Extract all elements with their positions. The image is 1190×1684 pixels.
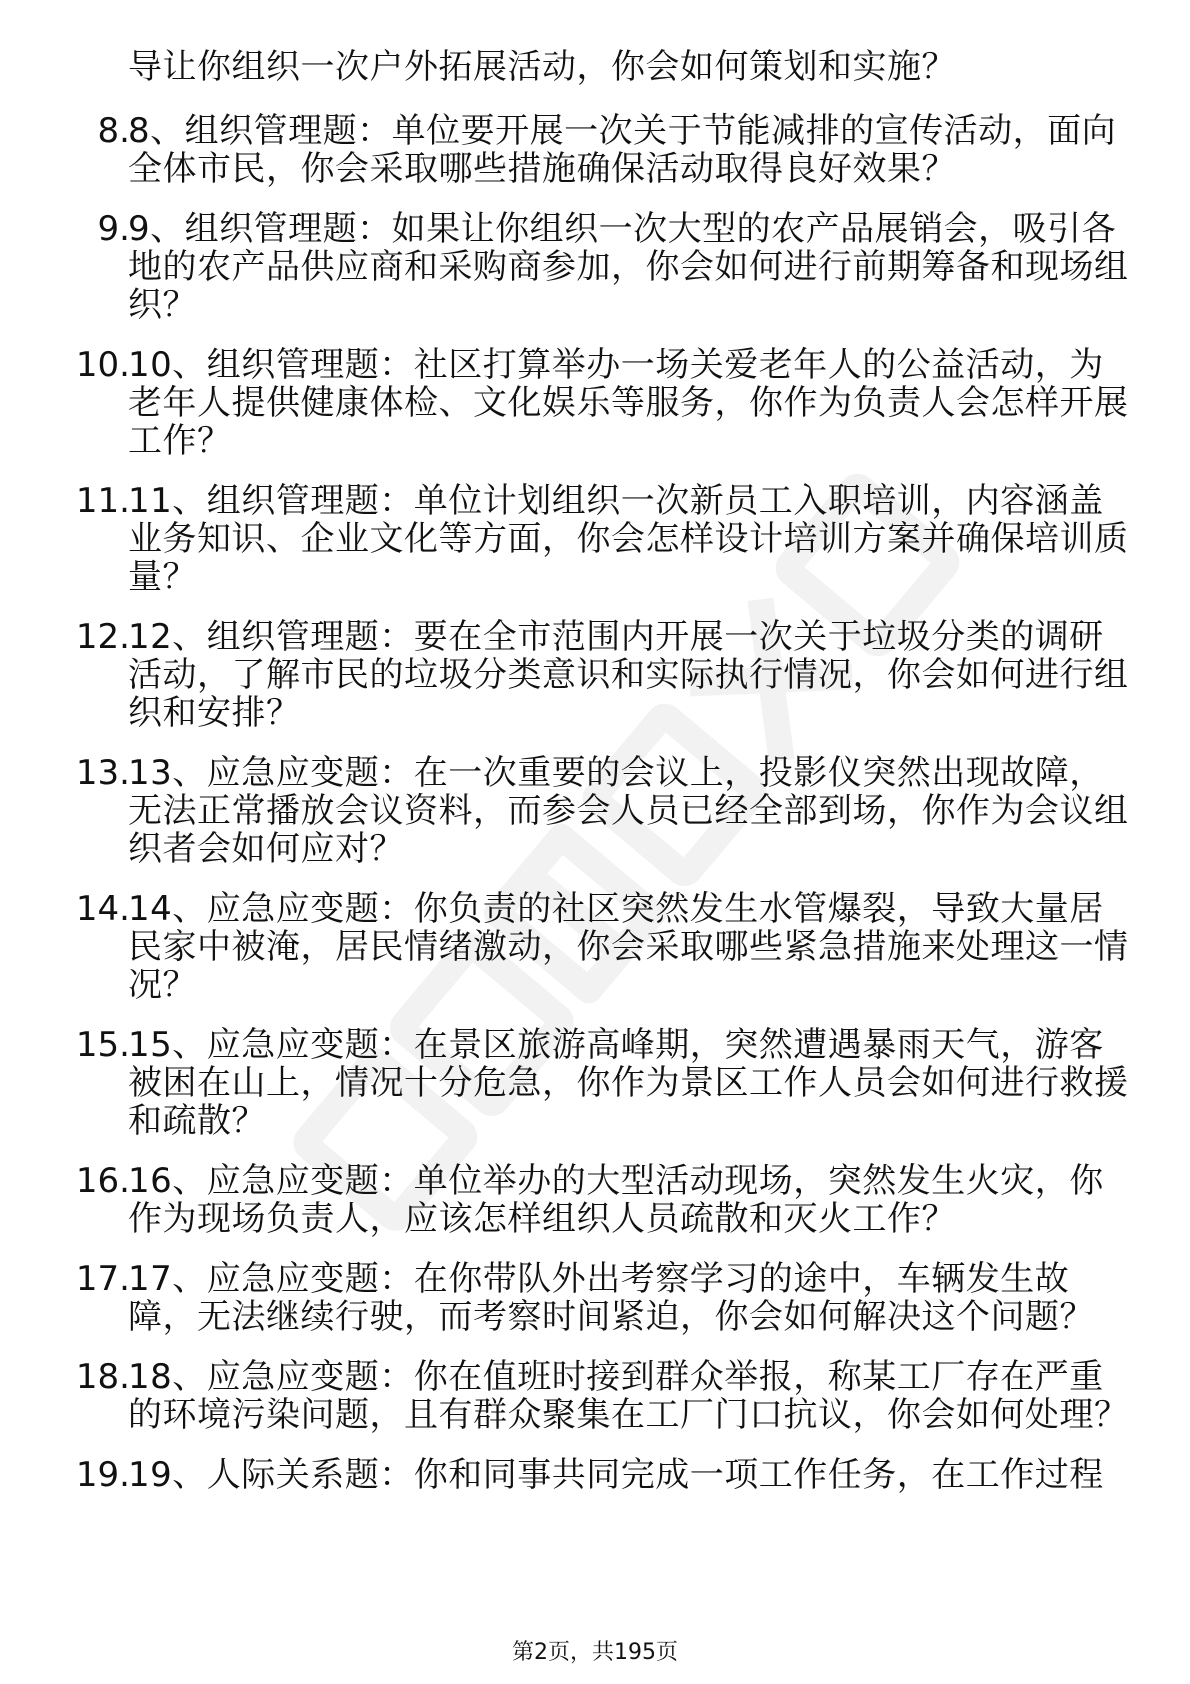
list-item xyxy=(0,346,1190,460)
item-text: 17、应急应变题：在你带队外出考察学习的途中，车辆发生故障，无法继续行驶，而考察时间紧迫，你会如何解决这个问题？ xyxy=(128,1259,1094,1337)
item-text: 10、组织管理题：社区打算举办一场关爱老年人的公益活动，为老年人提供健康体检、文化娱乐等服务，你作为负责人会怎样开展工作？ xyxy=(128,345,1129,461)
list-item xyxy=(0,890,1190,1004)
list-item xyxy=(0,482,1190,596)
item-text: 11、组织管理题：单位计划组织一次新员工入职培训，内容涵盖业务知识、企业文化等方面，你会怎样设计培训方案并确保培训质量？ xyxy=(128,481,1129,597)
item-number: 10. xyxy=(75,345,130,385)
list-item xyxy=(0,1026,1190,1140)
item-number: 15. xyxy=(75,1025,130,1065)
page-number-footer: 第2页，共195页 xyxy=(512,1640,678,1665)
question-list xyxy=(0,112,1190,1516)
list-item xyxy=(0,112,1190,188)
item-number: 9. xyxy=(97,209,130,249)
continued-question-text: 导让你组织一次户外拓展活动，你会如何策划和实施？ xyxy=(128,47,956,87)
item-text: 8、组织管理题：单位要开展一次关于节能减排的宣传活动，面向全体市民，你会采取哪些措施确保活动取得良好效果？ xyxy=(128,111,1117,189)
item-number: 14. xyxy=(75,889,130,929)
list-item xyxy=(0,618,1190,732)
item-text: 18、应急应变题：你在值班时接到群众举报，称某工厂存在严重的环境污染问题，且有群众聚集在工厂门口抗议，你会如何处理？ xyxy=(128,1357,1129,1435)
item-number: 13. xyxy=(75,753,130,793)
item-number: 11. xyxy=(75,481,130,521)
item-text: 14、应急应变题：你负责的社区突然发生水管爆裂，导致大量居民家中被淹，居民情绪激动，你会采取哪些紧急措施来处理这一情况？ xyxy=(128,889,1129,1005)
item-text: 16、应急应变题：单位举办的大型活动现场，突然发生火灾，你作为现场负责人，应该怎样组织人员疏散和灭火工作？ xyxy=(128,1161,1104,1239)
list-item xyxy=(0,1358,1190,1434)
item-text: 19、人际关系题：你和同事共同完成一项工作任务，在工作过程 xyxy=(128,1455,1104,1495)
item-text: 15、应急应变题：在景区旅游高峰期，突然遭遇暴雨天气，游客被困在山上，情况十分危急，你作为景区工作人员会如何进行救援和疏散？ xyxy=(128,1025,1129,1141)
list-item xyxy=(0,1260,1190,1336)
item-number: 18. xyxy=(75,1357,130,1397)
list-item xyxy=(0,1162,1190,1238)
item-text: 13、应急应变题：在一次重要的会议上，投影仪突然出现故障，无法正常播放会议资料，而参会人员已经全部到场，你作为会议组织者会如何应对？ xyxy=(128,753,1129,869)
item-number: 16. xyxy=(75,1161,130,1201)
list-item xyxy=(0,1456,1190,1494)
item-number: 17. xyxy=(75,1259,130,1299)
item-number: 12. xyxy=(75,617,130,657)
item-text: 9、组织管理题：如果让你组织一次大型的农产品展销会，吸引各地的农产品供应商和采购商参加，你会如何进行前期筹备和现场组织？ xyxy=(128,209,1129,325)
list-item xyxy=(0,210,1190,324)
item-number: 8. xyxy=(97,111,130,151)
list-item xyxy=(0,754,1190,868)
item-number: 19. xyxy=(75,1455,130,1495)
item-text: 12、组织管理题：要在全市范围内开展一次关于垃圾分类的调研活动，了解市民的垃圾分类意识和实际执行情况，你会如何进行组织和安排？ xyxy=(128,617,1129,733)
